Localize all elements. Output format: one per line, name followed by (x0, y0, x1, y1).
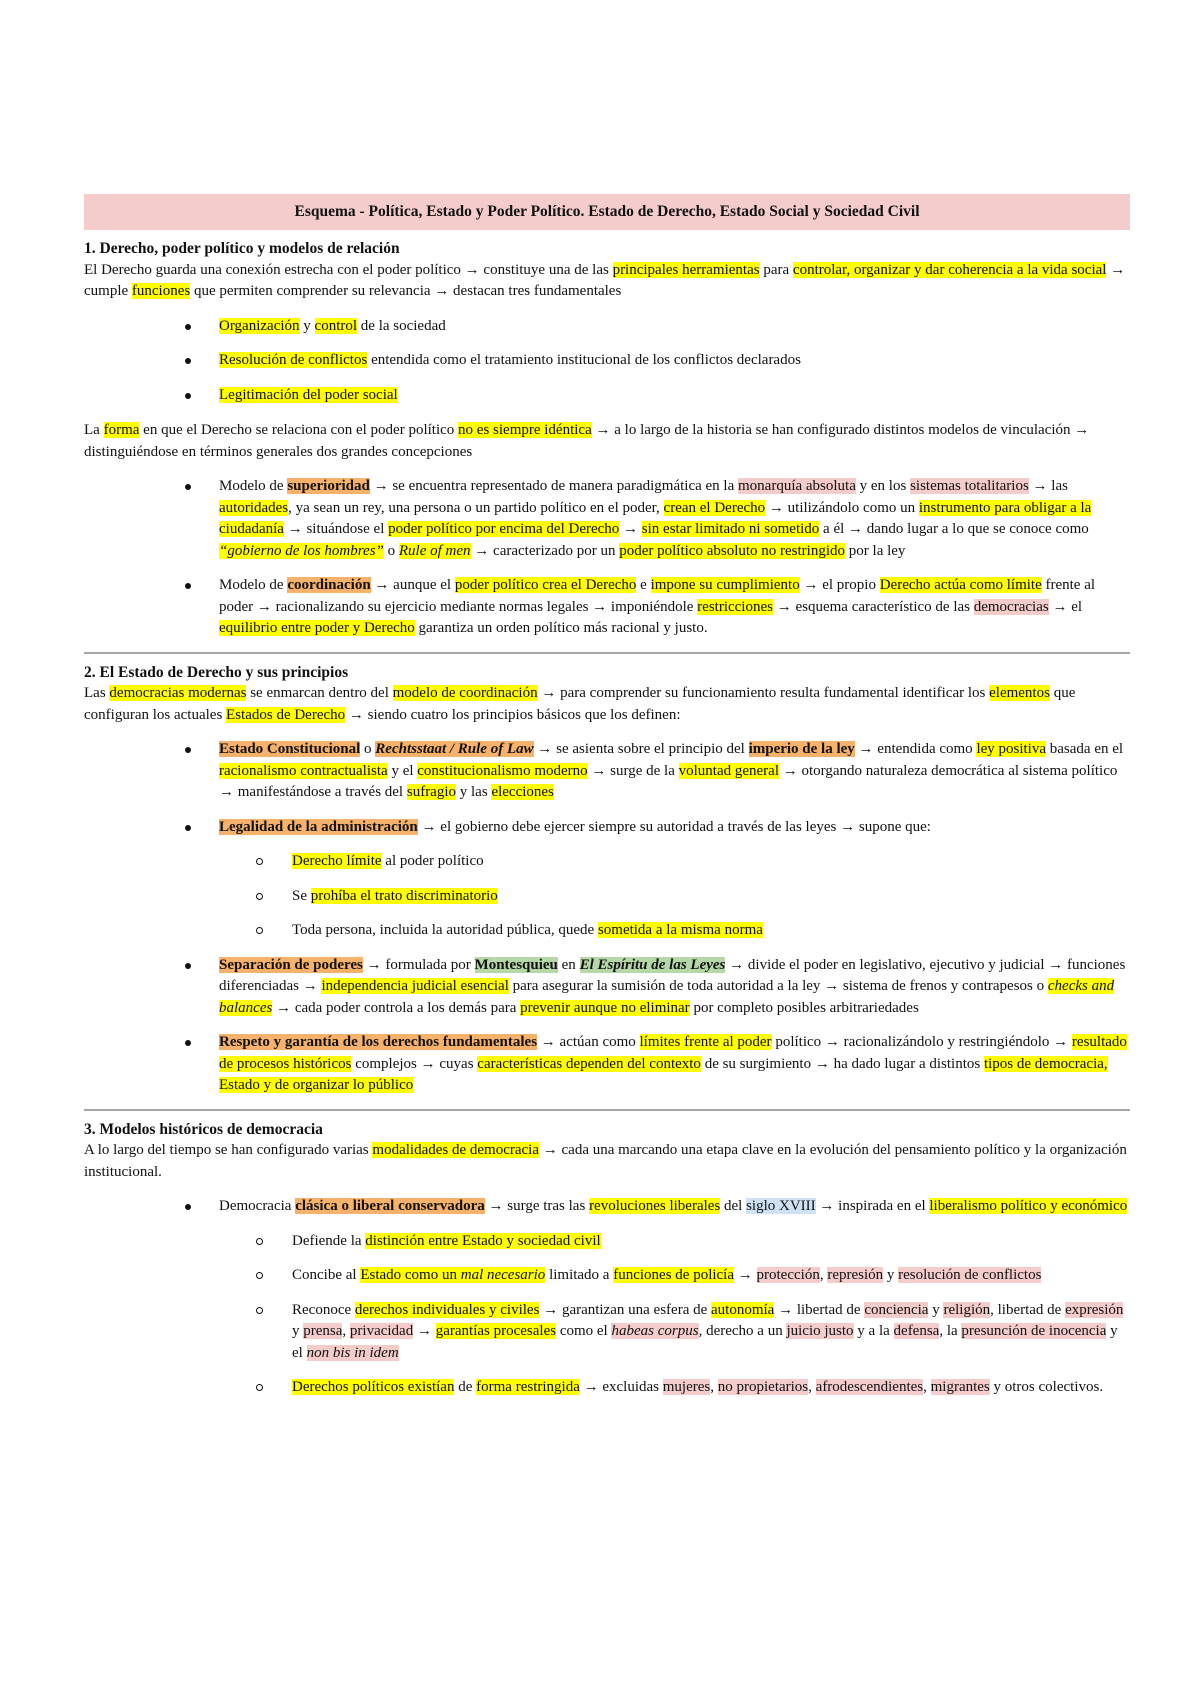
highlighted-text: Estado Constitucional (219, 741, 361, 757)
highlighted-text: forma restringida (476, 1379, 580, 1395)
section-divider (84, 652, 1130, 654)
highlighted-text: funciones (131, 283, 191, 299)
highlighted-text: Legitimación del poder social (219, 386, 398, 403)
text-run: y (883, 1267, 899, 1283)
text-run: del (720, 1198, 747, 1214)
highlighted-text: límites frente al poder (639, 1034, 772, 1050)
highlighted-text: modelo de coordinación (392, 685, 538, 701)
text-run: y (292, 1323, 304, 1339)
highlighted-text: características dependen del contexto (477, 1055, 701, 1072)
section-1-heading: 1. Derecho, poder político y modelos de relación (84, 240, 400, 257)
text-run: , (923, 1379, 931, 1395)
list-item (84, 817, 1130, 942)
text-run: , ya sean un rey, una persona o un partido político en el poder, (288, 499, 664, 516)
text-run: de (454, 1379, 477, 1395)
text-run: → caracterizado por un (470, 542, 620, 559)
text-run: Democracia (219, 1198, 296, 1214)
highlighted-text: restricciones (697, 598, 773, 615)
highlighted-text: modalidades de democracia (372, 1142, 539, 1158)
text-run: → divide el poder en legislativo, ejecutivo y judicial → funciones diferenciadas → (219, 956, 1126, 994)
list-item (84, 350, 1130, 372)
text-run: como el (556, 1323, 612, 1339)
highlighted-text: distinción entre Estado y sociedad civil (365, 1232, 601, 1249)
highlighted-text: checks and balances (219, 978, 1115, 1016)
text-run: , derecho a un (698, 1323, 787, 1339)
section-1-functions-list (84, 316, 1130, 407)
highlighted-text: prensa (303, 1323, 343, 1339)
highlighted-text: Organización (219, 317, 300, 334)
highlighted-text: siglo XVIII (746, 1198, 816, 1214)
highlighted-text: juicio justo (786, 1323, 854, 1339)
highlighted-text: sistemas totalitarios (910, 478, 1029, 494)
text-run: Las (84, 685, 110, 701)
list-item (84, 316, 1130, 338)
highlighted-text: funciones de policía (613, 1267, 735, 1283)
list-item (84, 476, 1130, 562)
section-3-models-list (84, 1196, 1130, 1399)
highlighted-text: conciencia (864, 1301, 929, 1318)
highlighted-text: autoridades (219, 499, 289, 516)
text-run: La (84, 422, 104, 438)
highlighted-text: democracias (973, 598, 1049, 615)
highlighted-text: religión (943, 1301, 991, 1318)
text-run: , (342, 1323, 350, 1339)
section-2 (84, 662, 1130, 1097)
text-run: → cada una marcando una etapa clave en la evolución del pensamiento político y la organización institucional. (84, 1142, 1127, 1180)
text-run: → (734, 1267, 757, 1283)
document-title: Esquema - Política, Estado y Poder Político. Estado de Derecho, Estado Social y Sociedad Civil (84, 194, 1130, 230)
list-item (84, 1196, 1130, 1399)
highlighted-text: liberalismo político y económico (929, 1198, 1128, 1214)
text-run: Defiende la (292, 1232, 366, 1249)
highlighted-text: Montesquieu (474, 956, 558, 973)
sublist-item (219, 1265, 1130, 1287)
text-run: → (413, 1323, 436, 1339)
highlighted-text: forma (103, 422, 140, 438)
highlighted-text: non bis in idem (306, 1344, 399, 1361)
document-page (84, 194, 1130, 1399)
text-run: en (557, 956, 580, 973)
highlighted-text: Rule of men (398, 542, 471, 559)
text-run: para asegurar la sumisión de toda autoridad a la ley → sistema de frenos y contrapesos o (508, 978, 1048, 994)
highlighted-text: monarquía absoluta (738, 478, 856, 494)
highlighted-text: “gobierno de los hombres” (219, 542, 384, 559)
text-run: → surge tras las (484, 1198, 590, 1214)
highlighted-text: superioridad (287, 478, 370, 494)
highlighted-text: imperio de la ley (748, 741, 855, 757)
text-run: Modelo de (219, 478, 288, 494)
text-run: → entendida como (854, 741, 977, 757)
text-run: → situándose el (283, 521, 389, 537)
highlighted-text: presunción de inocencia (961, 1323, 1107, 1339)
text-run: para (759, 261, 793, 278)
text-run: → el (1048, 598, 1083, 615)
section-3-intro (84, 1140, 1130, 1183)
highlighted-text: impone su cumplimiento (650, 577, 800, 593)
list-item (84, 955, 1130, 1020)
text-run: y el (292, 1323, 1118, 1361)
section-divider (84, 1109, 1130, 1111)
highlighted-text: poder político crea el Derecho (454, 577, 637, 593)
text-run: Reconoce (292, 1301, 355, 1318)
sublist (219, 1231, 1130, 1399)
text-run: → garantizan una esfera de (539, 1301, 712, 1318)
highlighted-text: Rechtsstaat / Rule of Law (375, 741, 534, 757)
highlighted-text: controlar, organizar y dar coherencia a la vida social (792, 261, 1107, 278)
highlighted-text: Estados de Derecho (226, 706, 346, 723)
list-item-text (219, 1198, 1127, 1214)
highlighted-text: equilibrio entre poder y Derecho (219, 620, 415, 636)
text-run: Se (292, 887, 311, 904)
highlighted-text: elementos (989, 685, 1050, 701)
highlighted-text: Separación de poderes (219, 956, 363, 973)
text-run: y el (387, 762, 418, 779)
text-run: → utilizándolo como un (765, 499, 919, 516)
section-1-models-list (84, 476, 1130, 640)
highlighted-text: no propietarios (717, 1379, 809, 1395)
text-run: y (928, 1301, 944, 1318)
list-item (84, 385, 1130, 407)
highlighted-text: Respeto y garantía de los derechos fundamentales (219, 1034, 538, 1050)
highlighted-text: Derecho límite (292, 853, 382, 869)
text-run: → el gobierno debe ejercer siempre su autoridad a través de las leyes → supone que: (417, 818, 931, 835)
text-run: → excluidas (579, 1379, 663, 1395)
highlighted-text: elecciones (491, 784, 554, 800)
highlighted-text: ley positiva (976, 741, 1047, 757)
highlighted-text: coordinación (287, 577, 371, 593)
text-run: por completo posibles arbitrariedades (689, 999, 919, 1016)
text-run: → (619, 521, 642, 537)
text-run: y en los (855, 478, 911, 494)
sublist-item (219, 1300, 1130, 1365)
text-run: se enmarcan dentro del (246, 685, 393, 701)
highlighted-text: democracias modernas (109, 685, 247, 701)
sublist (219, 851, 1130, 942)
text-run: complejos → cuyas (351, 1055, 478, 1072)
text-run: de su surgimiento → ha dado lugar a distintos (700, 1055, 984, 1072)
text-run: Toda persona, incluida la autoridad pública, quede (292, 922, 598, 938)
highlighted-text: sufragio (406, 784, 457, 800)
text-run: → formulada por (362, 956, 475, 973)
highlighted-text: Resolución de conflictos (219, 352, 368, 368)
text-run: → surge de la (587, 762, 679, 779)
highlighted-text: resultado de procesos históricos (219, 1034, 1127, 1072)
text-run: → siendo cuatro los principios básicos que los definen: (345, 706, 681, 723)
text-run: , (710, 1379, 718, 1395)
sublist-item (219, 886, 1130, 908)
text-run: → las (1028, 478, 1068, 494)
highlighted-text: afrodescendientes (815, 1379, 924, 1395)
text-run: y las (456, 784, 492, 800)
highlighted-text: El Espíritu de las Leyes (579, 956, 726, 973)
highlighted-text: derechos individuales y civiles (354, 1301, 540, 1318)
text-run: por la ley (845, 542, 906, 559)
text-run: → a lo largo de la historia se han configurado distintos modelos de vinculación → distinguiéndose en términos generales dos grandes concepciones (84, 422, 1090, 460)
highlighted-text: Legalidad de la administración (219, 818, 418, 835)
highlighted-text: prohíba el trato discriminatorio (310, 887, 498, 904)
text-run: , la (939, 1323, 962, 1339)
text-run: → inspirada en el (815, 1198, 930, 1214)
highlighted-text: prevenir aunque no eliminar (520, 999, 690, 1016)
highlighted-text: sin estar limitado ni sometido (641, 521, 820, 537)
highlighted-text: constitucionalismo moderno (417, 762, 588, 779)
text-run: → otorgando naturaleza democrática al sistema político → manifestándose a través del (219, 762, 1118, 800)
highlighted-text: Estado como un (360, 1267, 461, 1283)
text-run: → para comprender su funcionamiento resulta fundamental identificar los (537, 685, 990, 701)
highlighted-text: poder político absoluto no restringido (619, 542, 846, 559)
text-run: a él → dando lugar a lo que se conoce como (819, 521, 1089, 537)
highlighted-text: defensa (893, 1323, 940, 1339)
text-run: o (383, 542, 399, 559)
text-run: basada en el (1046, 741, 1124, 757)
highlighted-text: represión (827, 1267, 884, 1283)
text-run: político → racionalizándolo y restringiéndolo → (771, 1034, 1072, 1050)
text-run: , libertad de (990, 1301, 1066, 1318)
highlighted-text: sometida a la misma norma (597, 922, 763, 938)
section-1 (84, 238, 1130, 640)
text-run: → el propio (799, 577, 880, 593)
text-run: entendida como el tratamiento institucional de los conflictos declarados (367, 352, 801, 368)
highlighted-text: revoluciones liberales (589, 1198, 721, 1214)
section-1-intro (84, 260, 1130, 303)
text-run: que configuran los actuales (84, 685, 1076, 723)
text-run: → aunque el (370, 577, 455, 593)
highlighted-text: privacidad (349, 1323, 414, 1339)
highlighted-text: racionalismo contractualista (219, 762, 388, 779)
text-run: → se asienta sobre el principio del (533, 741, 749, 757)
text-run: Concibe al (292, 1267, 361, 1283)
text-run: → esquema característico de las (772, 598, 974, 615)
text-run: → libertad de (774, 1301, 865, 1318)
highlighted-text: expresión (1065, 1301, 1124, 1318)
highlighted-text: mujeres (662, 1379, 711, 1395)
highlighted-text: resolución de conflictos (898, 1267, 1042, 1283)
text-run: en que el Derecho se relaciona con el poder político (139, 422, 459, 438)
section-2-heading: 2. El Estado de Derecho y sus principios (84, 663, 349, 681)
highlighted-text: no es siempre idéntica (458, 422, 592, 438)
sublist-item (219, 851, 1130, 873)
text-run: → cumple (84, 261, 1126, 299)
list-item (84, 1032, 1130, 1097)
highlighted-text: tipos de democracia, Estado y de organizar lo público (219, 1055, 1108, 1093)
highlighted-text: autonomía (711, 1301, 775, 1318)
highlighted-text: crean el Derecho (663, 499, 766, 516)
section-1-paragraph-2 (84, 420, 1130, 463)
text-run: → se encuentra representado de manera paradigmática en la (369, 478, 738, 494)
highlighted-text: principales herramientas (612, 261, 760, 278)
text-run: El Derecho guarda una conexión estrecha con el poder político → constituye una de las (84, 261, 613, 278)
text-run: , (819, 1267, 828, 1283)
highlighted-text: independencia judicial esencial (321, 978, 509, 994)
text-run: al poder político (381, 853, 484, 869)
text-run: y (299, 317, 315, 334)
text-run: limitado a (545, 1267, 614, 1283)
text-run: que permiten comprender su relevancia → destacan tres fundamentales (190, 283, 622, 299)
text-run: → cada poder controla a los demás para (272, 999, 521, 1016)
section-3-heading: 3. Modelos históricos de democracia (84, 1120, 323, 1138)
section-3 (84, 1119, 1130, 1399)
text-run: o (360, 741, 376, 757)
text-run: Modelo de (219, 577, 288, 593)
highlighted-text: protección (756, 1267, 820, 1283)
highlighted-text: voluntad general (678, 762, 779, 779)
highlighted-text: clásica o liberal conservadora (295, 1198, 485, 1214)
highlighted-text: habeas corpus (611, 1323, 699, 1339)
text-run: A lo largo del tiempo se han configurado varias (84, 1142, 373, 1158)
sublist-item (219, 1231, 1130, 1253)
highlighted-text: instrumento para obligar a la ciudadanía (219, 499, 1092, 537)
section-2-intro (84, 683, 1130, 726)
list-item (84, 575, 1130, 640)
highlighted-text: poder político por encima del Derecho (388, 521, 620, 537)
text-run: y otros colectivos. (989, 1379, 1104, 1395)
text-run: de la sociedad (357, 317, 446, 334)
text-run: garantiza un orden político más racional y justo. (414, 620, 708, 636)
highlighted-text: garantías procesales (435, 1323, 557, 1339)
sublist-item (219, 1377, 1130, 1399)
text-run: , (808, 1379, 816, 1395)
sublist-item (219, 920, 1130, 942)
highlighted-text: migrantes (930, 1379, 990, 1395)
text-run: frente al poder → racionalizando su ejercicio mediante normas legales → imponiéndole (219, 577, 1096, 615)
highlighted-text: Derechos políticos existían (292, 1379, 455, 1395)
section-2-principles-list (84, 739, 1130, 1097)
text-run: → actúan como (537, 1034, 640, 1050)
list-item (84, 739, 1130, 804)
text-run: y a la (853, 1323, 894, 1339)
highlighted-text: mal necesario (460, 1267, 546, 1283)
text-run: e (636, 577, 651, 593)
list-item-text (219, 819, 931, 835)
highlighted-text: Derecho actúa como límite (879, 577, 1042, 593)
highlighted-text: control (314, 317, 358, 334)
